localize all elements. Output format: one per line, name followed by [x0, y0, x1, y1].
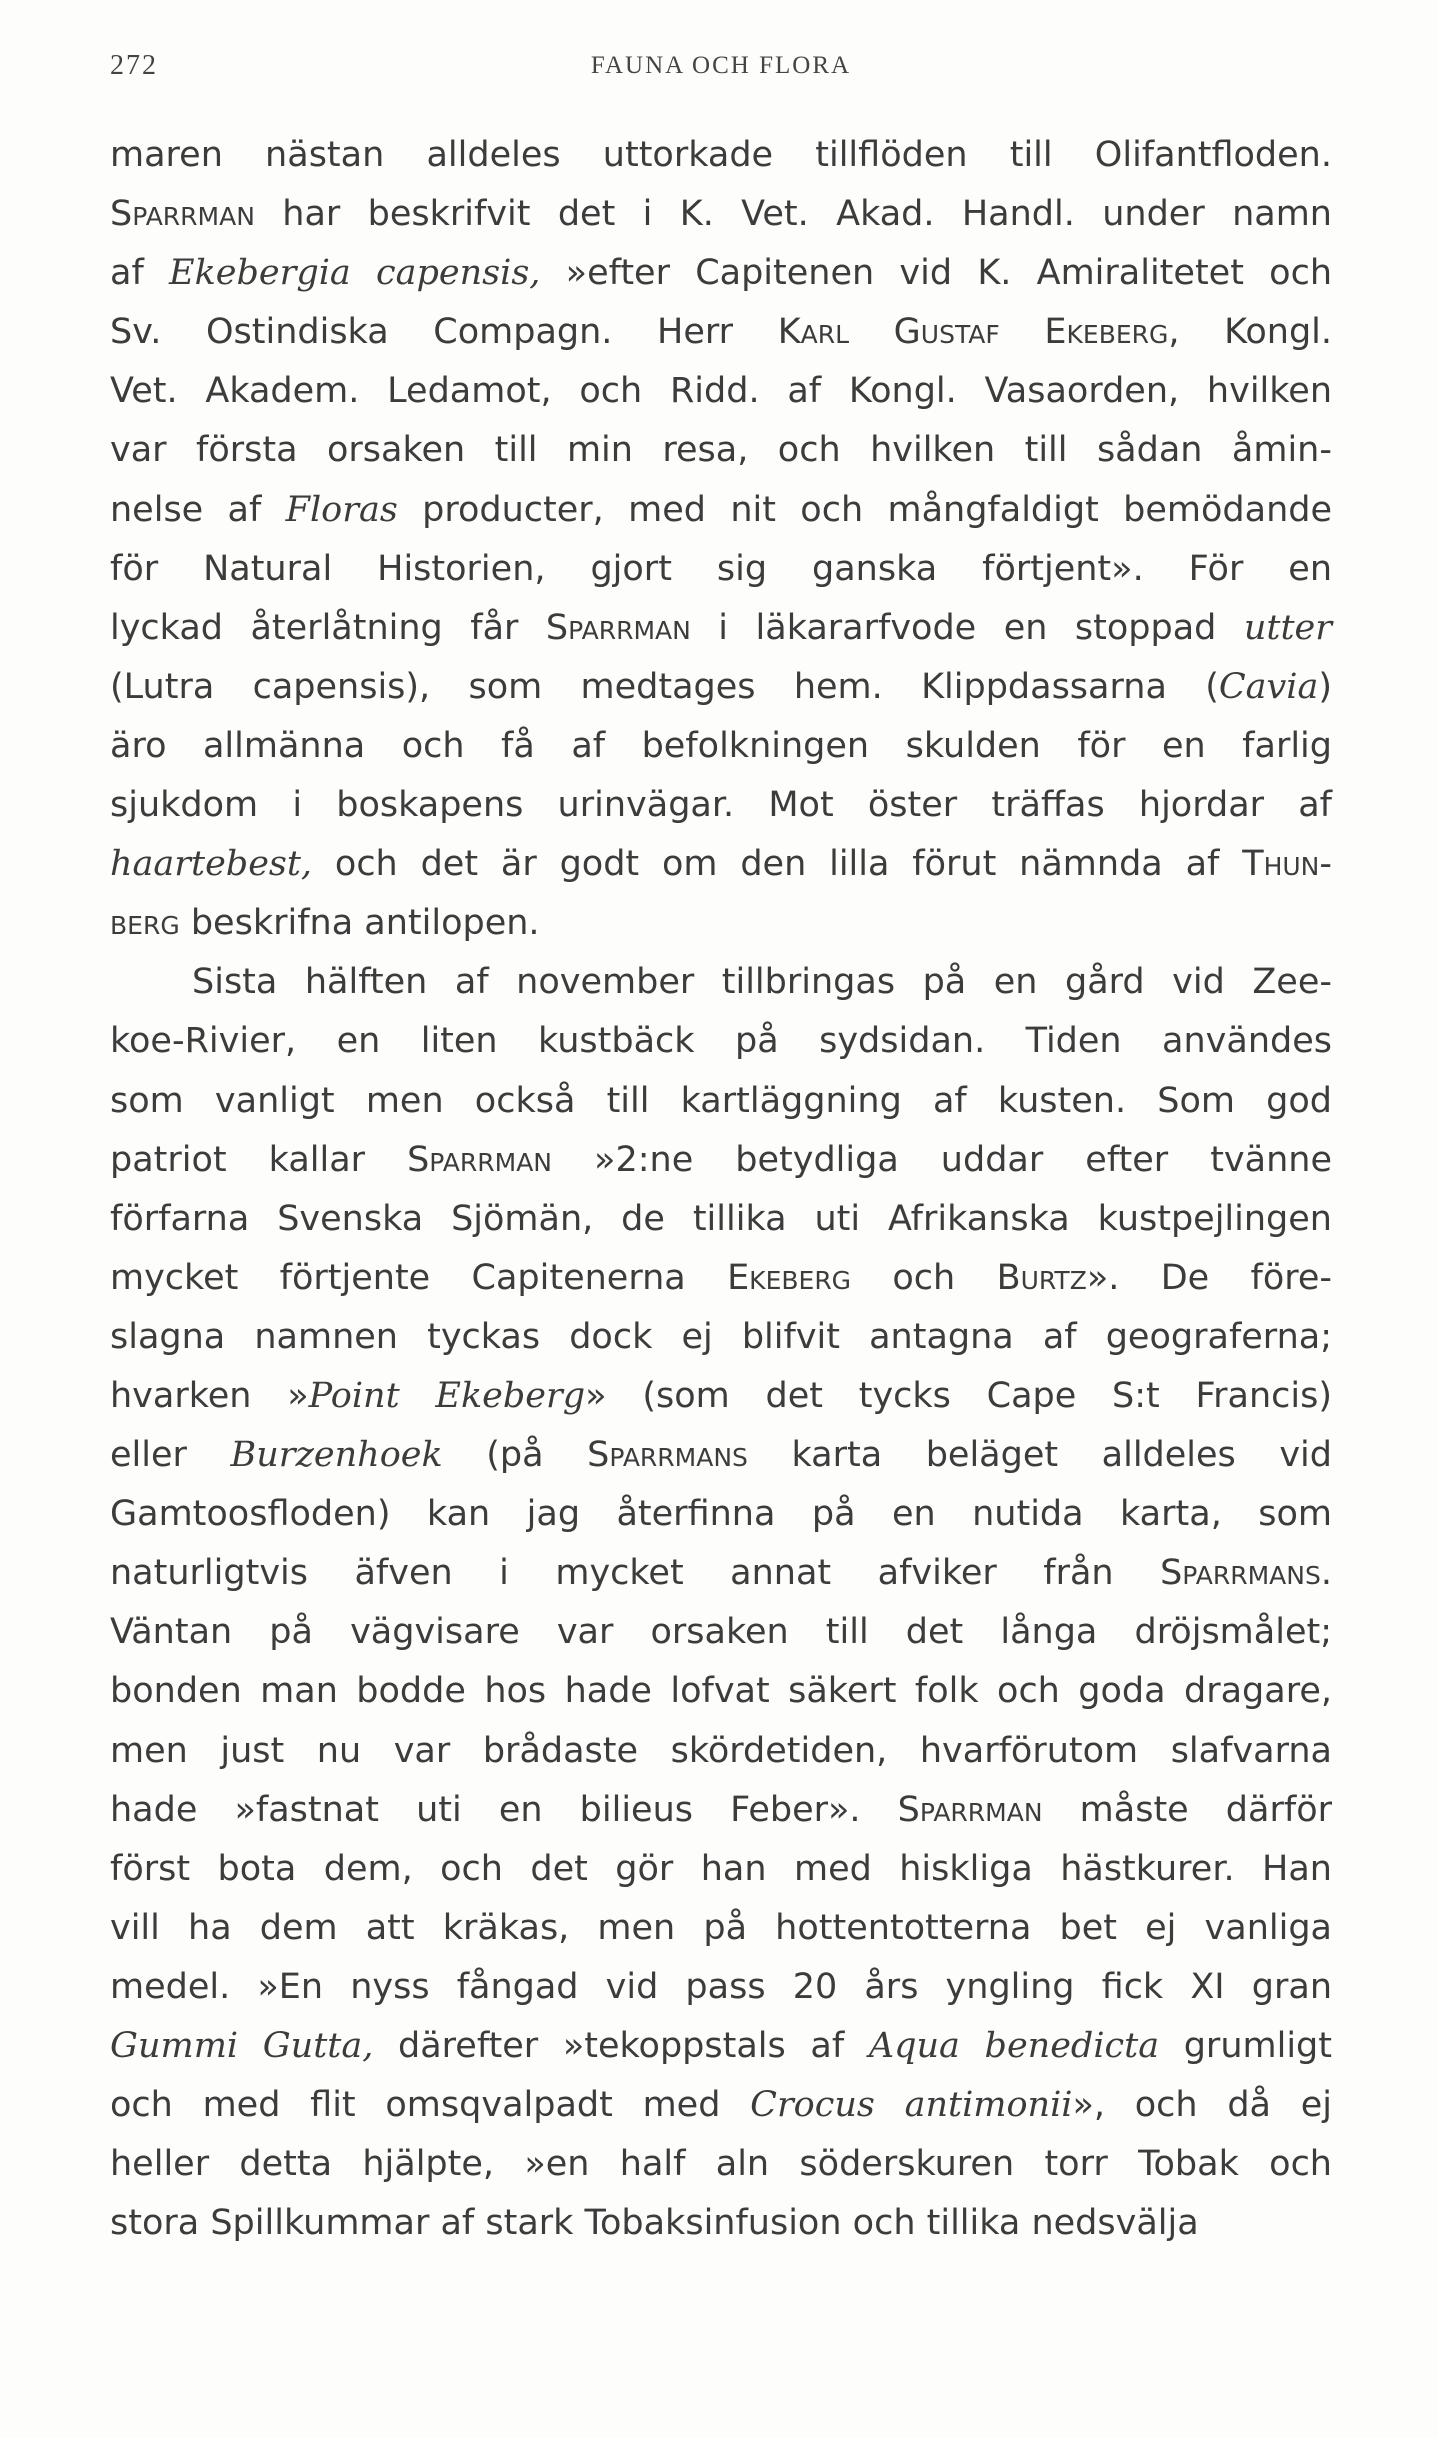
- text-line: [110, 1781, 1332, 1840]
- text-run: mycket förtjente Capitenerna: [110, 1257, 728, 1298]
- small-caps-name: berg: [110, 903, 180, 944]
- text-run: därefter »tekoppstals af: [373, 2026, 869, 2066]
- text-line: [110, 1131, 1332, 1190]
- small-caps-name: Karl Gustaf Ekeberg: [777, 312, 1169, 353]
- text-run: slagna namnen tyckas dock ej blifvit antagna af geograferna;: [110, 1316, 1332, 1357]
- small-caps-name: Burtz: [996, 1257, 1087, 1298]
- text-run: producter, med nit och mångfaldigt bemödande: [397, 489, 1332, 530]
- running-head: [110, 50, 1332, 90]
- text-run: och det är godt om den lilla förut nämnda af: [312, 844, 1243, 885]
- text-line: [110, 1308, 1332, 1367]
- small-caps-name: Sparrmans: [587, 1435, 748, 1476]
- text-line: [110, 1662, 1332, 1721]
- page-number: 272: [110, 50, 158, 81]
- text-line: [110, 244, 1332, 303]
- text-run: har beskrifvit det i K. Vet. Akad. Handl. under namn: [254, 194, 1332, 235]
- paragraph: [110, 126, 1332, 953]
- small-caps-name: Ekeberg: [727, 1257, 852, 1298]
- text-line: [110, 2135, 1332, 2194]
- text-line: [110, 953, 1332, 1012]
- text-run: förfarna Svenska Sjömän, de tillika uti Afrikanska kustpejlingen: [110, 1198, 1332, 1239]
- text-run: nelse af: [110, 489, 286, 530]
- text-run: lyckad återlåtning får: [110, 607, 546, 648]
- text-run: Gamtoosfloden) kan jag återfinna på en nutida karta, som: [110, 1494, 1332, 1535]
- text-line: [110, 540, 1332, 599]
- paragraph: [110, 953, 1332, 2253]
- text-line: [110, 2076, 1332, 2135]
- text-run: och: [851, 1257, 997, 1298]
- text-line: [110, 362, 1332, 421]
- text-line: [110, 1958, 1332, 2017]
- text-run: äro allmänna och få af befolkningen skulden för en farlig: [110, 725, 1332, 766]
- text-run: först bota dem, och det gör han med hiskliga hästkurer. Han: [110, 1848, 1332, 1889]
- text-run: heller detta hjälpte, »en half aln söderskuren torr Tobak och: [110, 2144, 1332, 2185]
- text-run: Vet. Akadem. Ledamot, och Ridd. af Kongl. Vasaorden, hvilken: [110, 371, 1332, 412]
- text-run: maren nästan alldeles uttorkade tillflöden till Olifantfloden.: [110, 135, 1332, 175]
- text-line: [110, 1426, 1332, 1485]
- text-run: beskrifna antilopen.: [179, 903, 540, 944]
- text-run: » (som det tycks Cape S:t Francis): [585, 1375, 1333, 1416]
- italic-text: Ekebergia capensis,: [169, 253, 541, 294]
- text-run: måste därför: [1042, 1789, 1332, 1830]
- text-run: sjukdom i boskapens urinvägar. Mot öster träffas hjordar af: [110, 785, 1332, 826]
- text-run: hade »fastnat uti en bilieus Feber».: [110, 1789, 898, 1830]
- text-line: [110, 2194, 1332, 2253]
- text-run: ): [1318, 666, 1332, 707]
- text-line: [110, 776, 1332, 835]
- text-line: [110, 185, 1332, 244]
- text-line: [110, 1249, 1332, 1308]
- text-run: bonden man bodde hos hade lofvat säkert folk och goda dragare,: [110, 1671, 1332, 1712]
- text-run: , Kongl.: [1168, 312, 1333, 353]
- text-run: naturligtvis äfven i mycket annat afviker från: [110, 1553, 1161, 1594]
- text-run: patriot kallar: [110, 1139, 408, 1180]
- italic-text: Crocus antimonii: [750, 2085, 1073, 2126]
- text-run: men just nu var brådaste skördetiden, hvarförutom slafvarna: [110, 1730, 1332, 1771]
- text-run: Väntan på vägvisare var orsaken till det långa dröjsmålet;: [110, 1612, 1332, 1653]
- text-run: », och då ej: [1072, 2085, 1332, 2126]
- italic-text: Point Ekeberg: [308, 1375, 586, 1416]
- text-run: för Natural Historien, gjort sig ganska förtjent». För en: [110, 548, 1332, 589]
- text-line: [110, 599, 1332, 658]
- text-line: [110, 1840, 1332, 1899]
- small-caps-name: Sparrmans: [1160, 1553, 1321, 1594]
- text-line: [110, 2017, 1332, 2076]
- text-line: [110, 1899, 1332, 1958]
- text-run: i läkararfvode en stoppad: [690, 607, 1244, 648]
- text-line: [110, 1190, 1332, 1249]
- italic-text: Cavia: [1218, 666, 1319, 707]
- text-line: [110, 1012, 1332, 1071]
- text-run: som vanligt men också till kartläggning af kusten. Som god: [110, 1080, 1332, 1121]
- text-line: [110, 1485, 1332, 1544]
- italic-text: Aqua benedicta: [868, 2026, 1160, 2066]
- small-caps-name: Sparrman: [897, 1789, 1043, 1830]
- text-run: grumligt: [1159, 2026, 1332, 2066]
- text-run: karta beläget alldeles vid: [747, 1435, 1332, 1476]
- text-run: och med flit omsqvalpadt med: [110, 2085, 751, 2126]
- text-run: Sv. Ostindiska Compagn. Herr: [110, 312, 778, 353]
- text-run: (Lutra capensis), som medtages hem. Klippdassarna (: [110, 666, 1219, 707]
- text-run: Sista hälften af november tillbringas på en gård vid Zee-: [192, 962, 1332, 1003]
- text-line: [110, 1722, 1332, 1781]
- small-caps-name: Sparrman: [110, 194, 255, 235]
- text-run: var första orsaken till min resa, och hvilken till sådan åmin-: [110, 430, 1332, 471]
- italic-text: Floras: [285, 489, 398, 530]
- text-line: [110, 421, 1332, 480]
- text-line: [110, 717, 1332, 776]
- italic-text: haartebest,: [110, 844, 313, 885]
- running-title: FAUNA OCH FLORA: [590, 52, 852, 79]
- small-caps-name: Thun-: [1242, 844, 1332, 885]
- text-run: .: [1320, 1553, 1332, 1594]
- text-line: [110, 1544, 1332, 1603]
- italic-text: Burzenhoek: [230, 1435, 443, 1476]
- text-run: koe-Rivier, en liten kustbäck på sydsidan. Tiden användes: [110, 1021, 1332, 1062]
- small-caps-name: Sparrman: [407, 1139, 553, 1180]
- text-line: [110, 1367, 1332, 1426]
- text-run: medel. »En nyss fångad vid pass 20 års yngling fick XI gran: [110, 1966, 1332, 2007]
- text-run: vill ha dem att kräkas, men på hottentotterna bet ej vanliga: [110, 1907, 1332, 1948]
- text-run: eller: [110, 1435, 231, 1476]
- text-line: [110, 894, 1332, 953]
- small-caps-name: Sparrman: [545, 607, 691, 648]
- italic-text: utter: [1243, 607, 1332, 648]
- text-line: [110, 303, 1332, 362]
- text-line: [110, 658, 1332, 717]
- text-line: [110, 1603, 1332, 1662]
- text-line: [110, 835, 1332, 894]
- body-text: [110, 126, 1332, 2253]
- text-line: [110, 481, 1332, 540]
- text-run: af: [110, 253, 170, 294]
- italic-text: Gummi Gutta,: [110, 2026, 374, 2066]
- text-run: stora Spillkummar af stark Tobaksinfusion och tillika nedsvälja: [110, 2203, 1199, 2244]
- text-line: [110, 126, 1332, 185]
- text-run: »2:ne betydliga uddar efter tvänne: [552, 1139, 1332, 1180]
- text-run: hvarken »: [110, 1375, 309, 1416]
- text-run: (på: [442, 1435, 588, 1476]
- text-line: [110, 1072, 1332, 1131]
- text-run: »efter Capitenen vid K. Amiralitetet och: [540, 253, 1333, 294]
- text-run: ». De före-: [1086, 1257, 1333, 1298]
